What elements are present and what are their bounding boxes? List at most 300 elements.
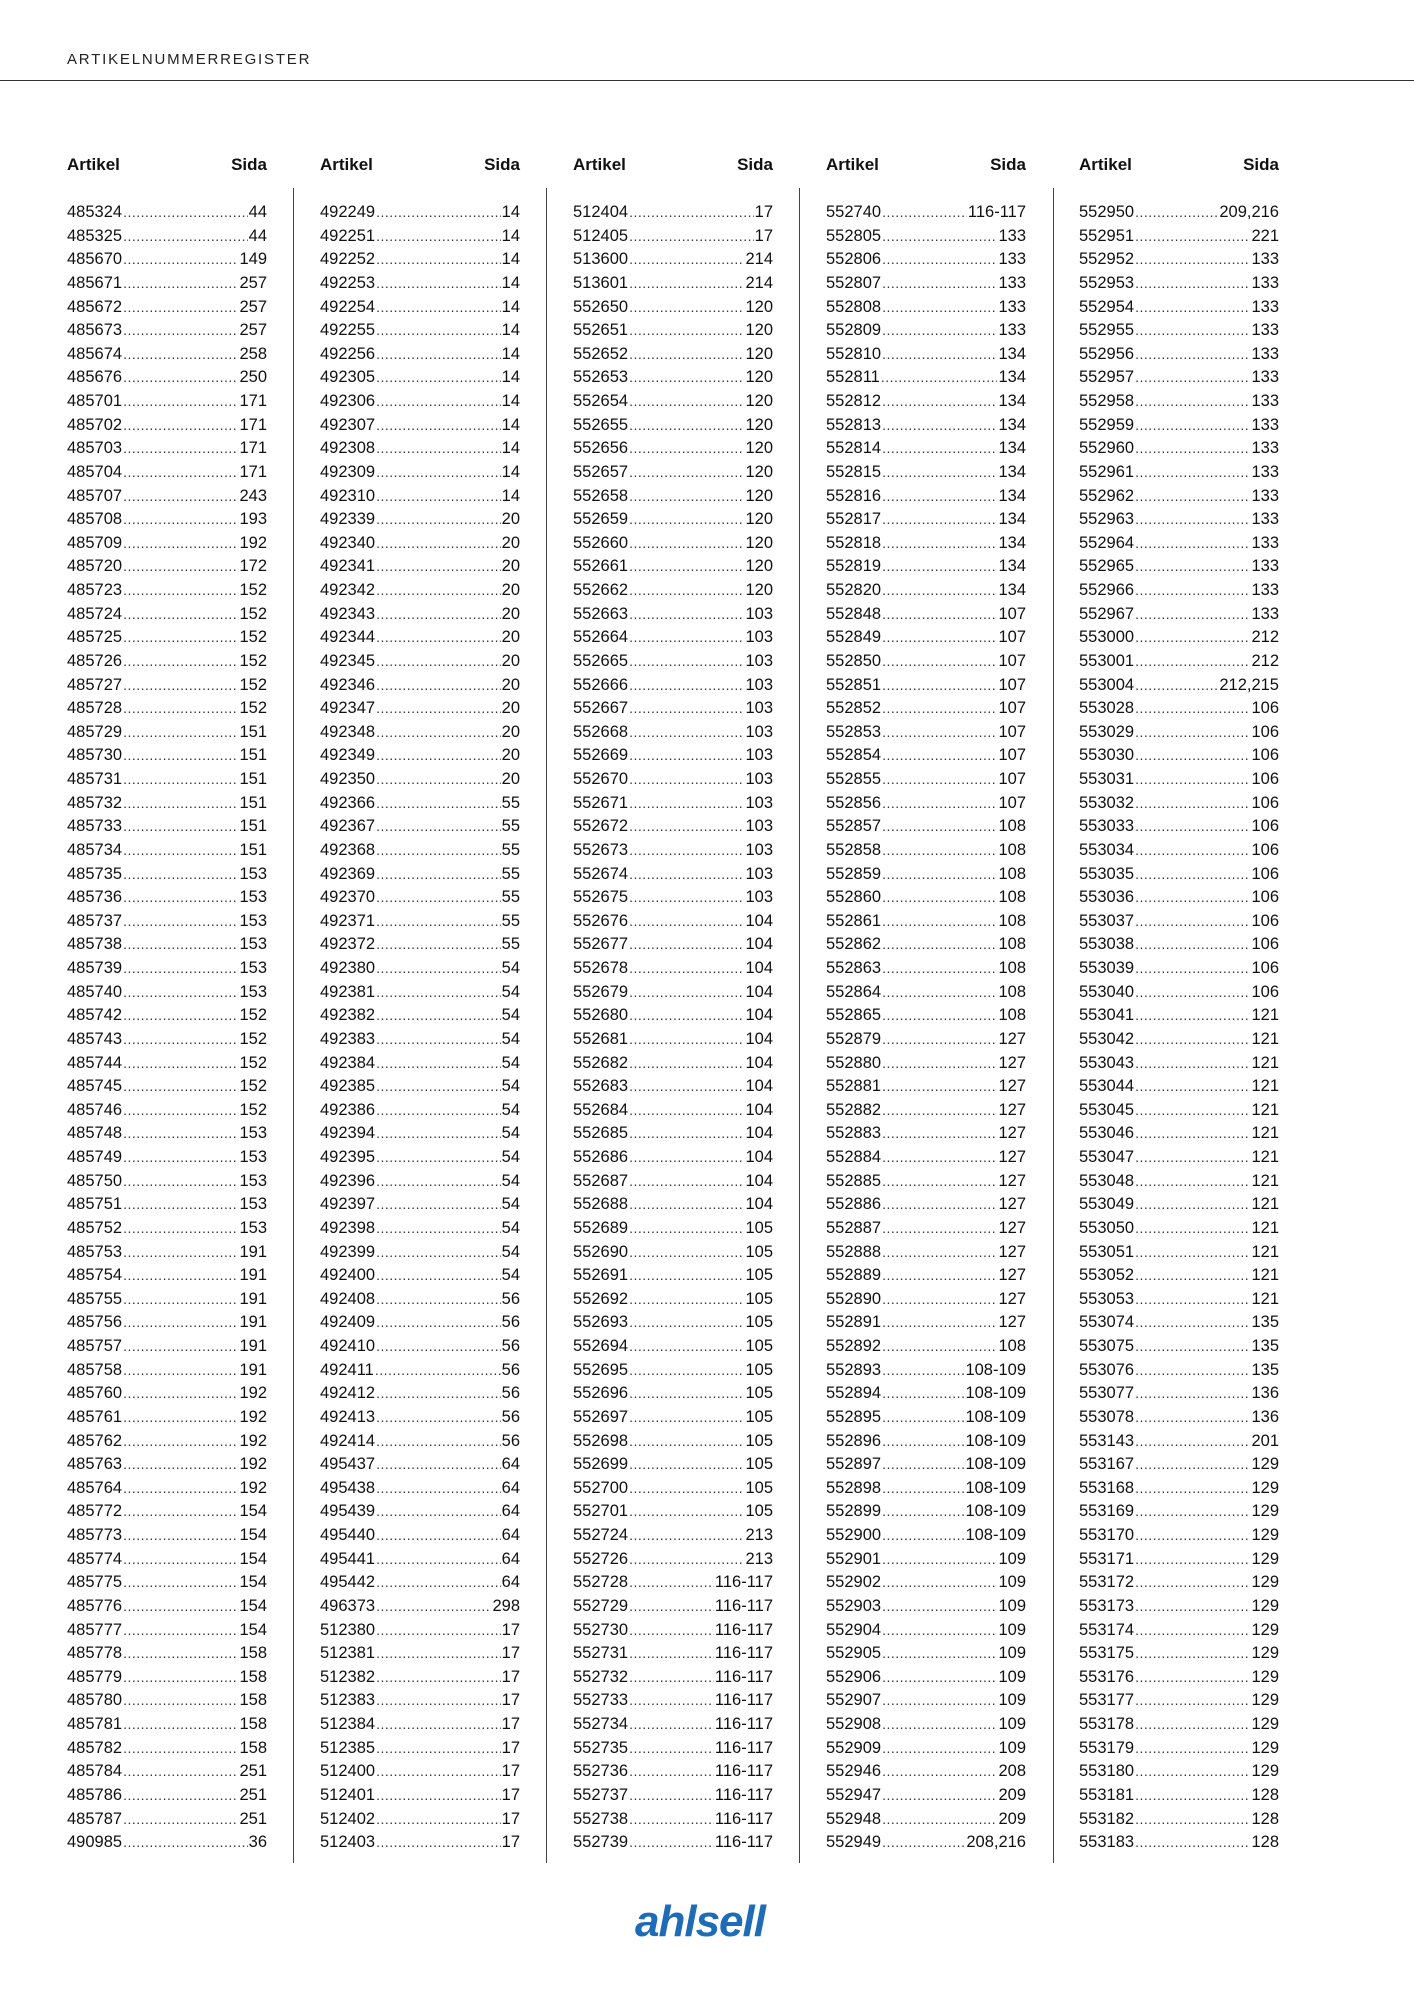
index-row: [1079, 721, 1279, 745]
page-number: 20: [501, 770, 520, 788]
page-number: 108: [998, 817, 1026, 836]
article-number: 552882: [826, 1100, 882, 1119]
dot-leader: [629, 1642, 714, 1666]
page-number: 134: [998, 510, 1026, 529]
page-number: 20: [501, 746, 520, 765]
page-number: 54: [501, 1242, 520, 1261]
index-row: [320, 1524, 520, 1548]
page-number: 64: [501, 1573, 520, 1592]
index-row: [67, 1359, 267, 1383]
index-row: [1079, 1571, 1279, 1595]
article-number: 552948: [826, 1809, 882, 1828]
page-number: 106: [1251, 770, 1279, 788]
page-number: 20: [501, 604, 520, 623]
dot-leader: [882, 1288, 997, 1312]
index-row: [320, 650, 520, 674]
dot-leader: [123, 744, 238, 768]
page-number: 121: [1251, 1124, 1279, 1143]
article-number: 552808: [826, 297, 882, 316]
dot-leader: [123, 1524, 238, 1548]
article-number: 552816: [826, 486, 882, 505]
index-row: [320, 839, 520, 863]
page-number: 120: [745, 344, 773, 363]
index-row: [1079, 1099, 1279, 1123]
article-number: 553178: [1079, 1715, 1135, 1733]
page-number: 56: [501, 1407, 520, 1426]
index-row: [826, 1099, 1026, 1123]
header-divider: [0, 80, 1414, 81]
page-number: 129: [1251, 1526, 1279, 1544]
index-row: [1079, 1831, 1279, 1855]
article-number: 552807: [826, 273, 882, 292]
dot-leader: [1135, 721, 1250, 745]
article-number: 495438: [320, 1478, 376, 1497]
page-number: 109: [998, 1715, 1026, 1733]
index-row: [67, 1619, 267, 1643]
page-number: 64: [501, 1549, 520, 1568]
page-number: 14: [501, 415, 520, 434]
page-number: 127: [998, 1218, 1026, 1237]
page-number: 108: [998, 864, 1026, 883]
article-number: 512380: [320, 1620, 376, 1639]
index-row: [826, 201, 1026, 225]
dot-leader: [123, 933, 238, 957]
article-number: 492408: [320, 1289, 376, 1308]
index-row: [67, 1831, 267, 1855]
article-number: 485778: [67, 1644, 123, 1663]
index-row: [573, 1642, 773, 1666]
index-row: [67, 792, 267, 816]
index-row: [320, 1028, 520, 1052]
page-number: 104: [745, 1053, 773, 1072]
dot-leader: [123, 1689, 238, 1713]
article-number: 552852: [826, 699, 882, 718]
article-number: 485786: [67, 1785, 123, 1804]
article-number: 552964: [1079, 533, 1135, 552]
page-number: 153: [239, 982, 267, 1001]
page-number: 14: [501, 226, 520, 245]
article-number: 485776: [67, 1596, 123, 1615]
page-number: 55: [501, 935, 520, 954]
index-row: [826, 768, 1026, 792]
index-column-1: [67, 155, 267, 1855]
dot-leader: [882, 1666, 997, 1690]
index-row: [320, 1052, 520, 1076]
article-number: 553074: [1079, 1313, 1135, 1332]
dot-leader: [881, 366, 998, 390]
index-row: [320, 390, 520, 414]
index-row: [826, 792, 1026, 816]
page-number: 14: [501, 297, 520, 316]
page-number: 54: [501, 1100, 520, 1119]
page-number: 152: [239, 1053, 267, 1072]
index-row: [67, 1382, 267, 1406]
dot-leader: [376, 1784, 501, 1808]
page-number: 127: [998, 1266, 1026, 1285]
article-number: 512381: [320, 1644, 376, 1663]
page-number: 14: [501, 321, 520, 340]
article-number: 552679: [573, 982, 629, 1001]
index-row: [573, 1524, 773, 1548]
page-number: 108: [998, 888, 1026, 907]
index-row: [67, 461, 267, 485]
dot-leader: [1135, 1406, 1250, 1430]
index-row: [67, 603, 267, 627]
index-row: [573, 768, 773, 792]
article-number: 492381: [320, 982, 376, 1001]
article-number: 553029: [1079, 722, 1135, 741]
dot-leader: [1135, 532, 1250, 556]
dot-leader: [376, 1713, 501, 1737]
dot-leader: [376, 390, 501, 414]
article-number: 552890: [826, 1289, 882, 1308]
page-number: 116-117: [714, 1738, 773, 1757]
article-number: 492398: [320, 1218, 376, 1237]
page-number: 106: [1251, 840, 1279, 859]
dot-leader: [1135, 674, 1218, 698]
article-number: 552893: [826, 1360, 882, 1379]
dot-leader: [123, 1335, 238, 1359]
page-number: 129: [1251, 1596, 1279, 1615]
article-number: 553180: [1079, 1762, 1135, 1781]
article-number: 552657: [573, 462, 629, 481]
index-row: [1079, 1122, 1279, 1146]
article-number: 485760: [67, 1384, 123, 1403]
index-row: [1079, 1052, 1279, 1076]
dot-leader: [1135, 1311, 1250, 1335]
index-row: [826, 296, 1026, 320]
page-number: 154: [239, 1526, 267, 1544]
index-row: [1079, 1288, 1279, 1312]
page-number: 191: [239, 1289, 267, 1308]
page-number: 128: [1251, 1809, 1279, 1828]
index-row: [1079, 910, 1279, 934]
article-number: 552906: [826, 1667, 882, 1686]
column-divider: [293, 188, 294, 1863]
dot-leader: [629, 839, 744, 863]
article-number: 552889: [826, 1266, 882, 1285]
dot-leader: [629, 815, 744, 839]
dot-leader: [376, 1595, 491, 1619]
page-number: 135: [1251, 1360, 1279, 1379]
article-number: 552966: [1079, 581, 1135, 599]
index-row: [320, 1548, 520, 1572]
article-number: 495439: [320, 1502, 376, 1521]
index-row: [826, 1146, 1026, 1170]
page-number: 133: [1251, 321, 1279, 340]
article-number: 492411: [320, 1360, 374, 1379]
dot-leader: [376, 1500, 501, 1524]
index-row: [320, 815, 520, 839]
dot-leader: [123, 225, 248, 249]
article-number: 492341: [320, 557, 376, 576]
article-number: 552701: [573, 1502, 629, 1521]
index-row: [1079, 532, 1279, 556]
article-number: 552730: [573, 1620, 629, 1639]
index-row: [320, 957, 520, 981]
page-number: 133: [1251, 510, 1279, 529]
dot-leader: [629, 1170, 744, 1194]
page-number: 56: [501, 1337, 520, 1355]
column-header-artikel: Artikel: [573, 155, 626, 174]
page-number: 56: [501, 1313, 520, 1332]
article-number: 485757: [67, 1337, 123, 1355]
article-number: 553036: [1079, 888, 1135, 907]
article-number: 552662: [573, 581, 629, 599]
page-number: 54: [501, 1053, 520, 1072]
dot-leader: [1135, 1052, 1250, 1076]
article-number: 552960: [1079, 439, 1135, 458]
page-number: 108: [998, 982, 1026, 1001]
page-number: 17: [501, 1738, 520, 1757]
index-row: [320, 1760, 520, 1784]
article-number: 485762: [67, 1431, 123, 1450]
index-row: [67, 1170, 267, 1194]
article-number: 552651: [573, 321, 629, 340]
dot-leader: [1135, 1524, 1250, 1548]
dot-leader: [123, 1264, 238, 1288]
article-number: 553043: [1079, 1053, 1135, 1072]
page-number: 151: [239, 722, 267, 741]
page-number: 154: [239, 1596, 267, 1615]
dot-leader: [882, 768, 997, 792]
article-number: 552856: [826, 793, 882, 812]
article-number: 552671: [573, 793, 629, 812]
dot-leader: [1135, 1146, 1250, 1170]
article-number: 552850: [826, 651, 882, 670]
index-row: [826, 1359, 1026, 1383]
index-row: [573, 414, 773, 438]
dot-leader: [376, 603, 501, 627]
page-number: 158: [239, 1738, 267, 1757]
dot-leader: [123, 1406, 238, 1430]
article-number: 492305: [320, 368, 376, 387]
article-number: 485720: [67, 557, 123, 576]
page-number: 108-109: [965, 1526, 1026, 1544]
index-row: [1079, 1335, 1279, 1359]
index-row: [67, 508, 267, 532]
dot-leader: [629, 1406, 744, 1430]
page-number: 171: [239, 415, 267, 434]
index-row: [573, 1052, 773, 1076]
article-number: 552698: [573, 1431, 629, 1450]
index-row: [1079, 792, 1279, 816]
article-number: 553039: [1079, 959, 1135, 977]
index-row: [826, 1689, 1026, 1713]
article-number: 552729: [573, 1596, 629, 1615]
dot-leader: [629, 1004, 744, 1028]
article-number: 485784: [67, 1762, 123, 1781]
index-row: [320, 201, 520, 225]
page-number: 54: [501, 1266, 520, 1285]
page-number: 129: [1251, 1549, 1279, 1568]
dot-leader: [123, 1784, 238, 1808]
dot-leader: [629, 744, 744, 768]
index-row: [573, 1595, 773, 1619]
page-number: 154: [239, 1620, 267, 1639]
article-number: 492348: [320, 722, 376, 741]
index-row: [573, 319, 773, 343]
index-row: [67, 1335, 267, 1359]
dot-leader: [882, 697, 997, 721]
article-number: 485746: [67, 1100, 123, 1119]
page-number: 120: [745, 557, 773, 576]
page-number: 171: [239, 392, 267, 410]
dot-leader: [629, 1217, 744, 1241]
page-number: 107: [998, 604, 1026, 623]
dot-leader: [376, 1666, 501, 1690]
article-number: 492307: [320, 415, 376, 434]
page-number: 36: [248, 1833, 267, 1852]
dot-leader: [629, 1548, 744, 1572]
index-row: [320, 579, 520, 603]
page-number: 14: [501, 203, 520, 221]
page-number: 135: [1251, 1337, 1279, 1355]
page-number: 120: [745, 415, 773, 434]
page-number: 192: [239, 1407, 267, 1426]
dot-leader: [1135, 1784, 1250, 1808]
dot-leader: [1135, 863, 1250, 887]
article-number: 485739: [67, 959, 123, 977]
article-number: 485737: [67, 911, 123, 930]
dot-leader: [376, 1004, 501, 1028]
page-number: 103: [745, 793, 773, 812]
page-number: 109: [998, 1573, 1026, 1592]
article-number: 552692: [573, 1289, 629, 1308]
page-number: 17: [501, 1785, 520, 1804]
dot-leader: [629, 1784, 714, 1808]
index-row: [826, 1595, 1026, 1619]
page-number: 64: [501, 1478, 520, 1497]
page-number: 106: [1251, 722, 1279, 741]
article-number: 552819: [826, 557, 882, 576]
page-number: 54: [501, 1124, 520, 1143]
column-header-sida: Sida: [1243, 155, 1279, 174]
page-number: 105: [745, 1407, 773, 1426]
article-number: 552658: [573, 486, 629, 505]
article-number: 492367: [320, 817, 376, 836]
index-row: [320, 1311, 520, 1335]
page-number: 151: [239, 770, 267, 788]
index-row: [67, 1193, 267, 1217]
article-number: 552809: [826, 321, 882, 340]
page-number: 153: [239, 1148, 267, 1166]
dot-leader: [882, 910, 997, 934]
page-number: 133: [1251, 392, 1279, 410]
index-row: [1079, 1217, 1279, 1241]
dot-leader: [629, 461, 744, 485]
dot-leader: [123, 1146, 238, 1170]
article-number: 485733: [67, 817, 123, 836]
index-row: [1079, 1193, 1279, 1217]
index-row: [67, 1122, 267, 1146]
index-row: [573, 674, 773, 698]
page-number: 120: [745, 392, 773, 410]
dot-leader: [123, 1619, 238, 1643]
dot-leader: [882, 1760, 997, 1784]
page-number: 257: [239, 297, 267, 316]
dot-leader: [1135, 1170, 1250, 1194]
index-row: [67, 1642, 267, 1666]
page-number: 127: [998, 1148, 1026, 1166]
dot-leader: [1135, 1737, 1250, 1761]
index-row: [1079, 744, 1279, 768]
article-number: 492254: [320, 297, 376, 316]
article-number: 553173: [1079, 1596, 1135, 1615]
page-number: 127: [998, 1077, 1026, 1096]
page-number: 120: [745, 297, 773, 316]
column-header-artikel: Artikel: [67, 155, 120, 174]
index-row: [573, 1028, 773, 1052]
index-row: [67, 886, 267, 910]
dot-leader: [1135, 768, 1250, 792]
page-number: 151: [239, 840, 267, 859]
page-number: 20: [501, 581, 520, 599]
dot-leader: [882, 272, 997, 296]
index-row: [1079, 1548, 1279, 1572]
dot-leader: [882, 792, 997, 816]
article-number: 485728: [67, 699, 123, 718]
article-number: 552689: [573, 1218, 629, 1237]
page-number: 192: [239, 1384, 267, 1403]
article-number: 485708: [67, 510, 123, 529]
dot-leader: [882, 1430, 964, 1454]
article-number: 552883: [826, 1124, 882, 1143]
page-number: 104: [745, 911, 773, 930]
index-row: [1079, 981, 1279, 1005]
article-number: 552677: [573, 935, 629, 954]
page-number: 133: [1251, 533, 1279, 552]
dot-leader: [882, 1052, 997, 1076]
page-number: 298: [492, 1596, 520, 1615]
index-row: [573, 1666, 773, 1690]
page-number: 17: [501, 1715, 520, 1733]
dot-leader: [629, 721, 744, 745]
article-number: 552953: [1079, 273, 1135, 292]
index-row: [1079, 1595, 1279, 1619]
page-number: 103: [745, 840, 773, 859]
page-number: 129: [1251, 1738, 1279, 1757]
dot-leader: [376, 461, 501, 485]
dot-leader: [376, 296, 501, 320]
article-number: 553000: [1079, 628, 1135, 647]
dot-leader: [123, 1359, 238, 1383]
article-number: 552669: [573, 746, 629, 765]
index-row: [826, 1335, 1026, 1359]
article-number: 492380: [320, 959, 376, 977]
article-number: 552660: [573, 533, 629, 552]
index-row: [573, 1713, 773, 1737]
dot-leader: [376, 1217, 501, 1241]
index-row: [320, 674, 520, 698]
article-number: 553033: [1079, 817, 1135, 836]
index-row: [573, 579, 773, 603]
page-number: 105: [745, 1242, 773, 1261]
article-number: 512385: [320, 1738, 376, 1757]
article-number: 552904: [826, 1620, 882, 1639]
article-number: 485750: [67, 1171, 123, 1190]
page-number: 133: [998, 297, 1026, 316]
article-number: 552665: [573, 651, 629, 670]
dot-leader: [123, 1052, 238, 1076]
page-number: 56: [501, 1360, 520, 1379]
page-number: 108-109: [965, 1384, 1026, 1403]
article-number: 552724: [573, 1526, 629, 1544]
dot-leader: [882, 957, 997, 981]
index-row: [67, 1808, 267, 1832]
index-row: [826, 1831, 1026, 1855]
page-number: 116-117: [714, 1667, 773, 1686]
